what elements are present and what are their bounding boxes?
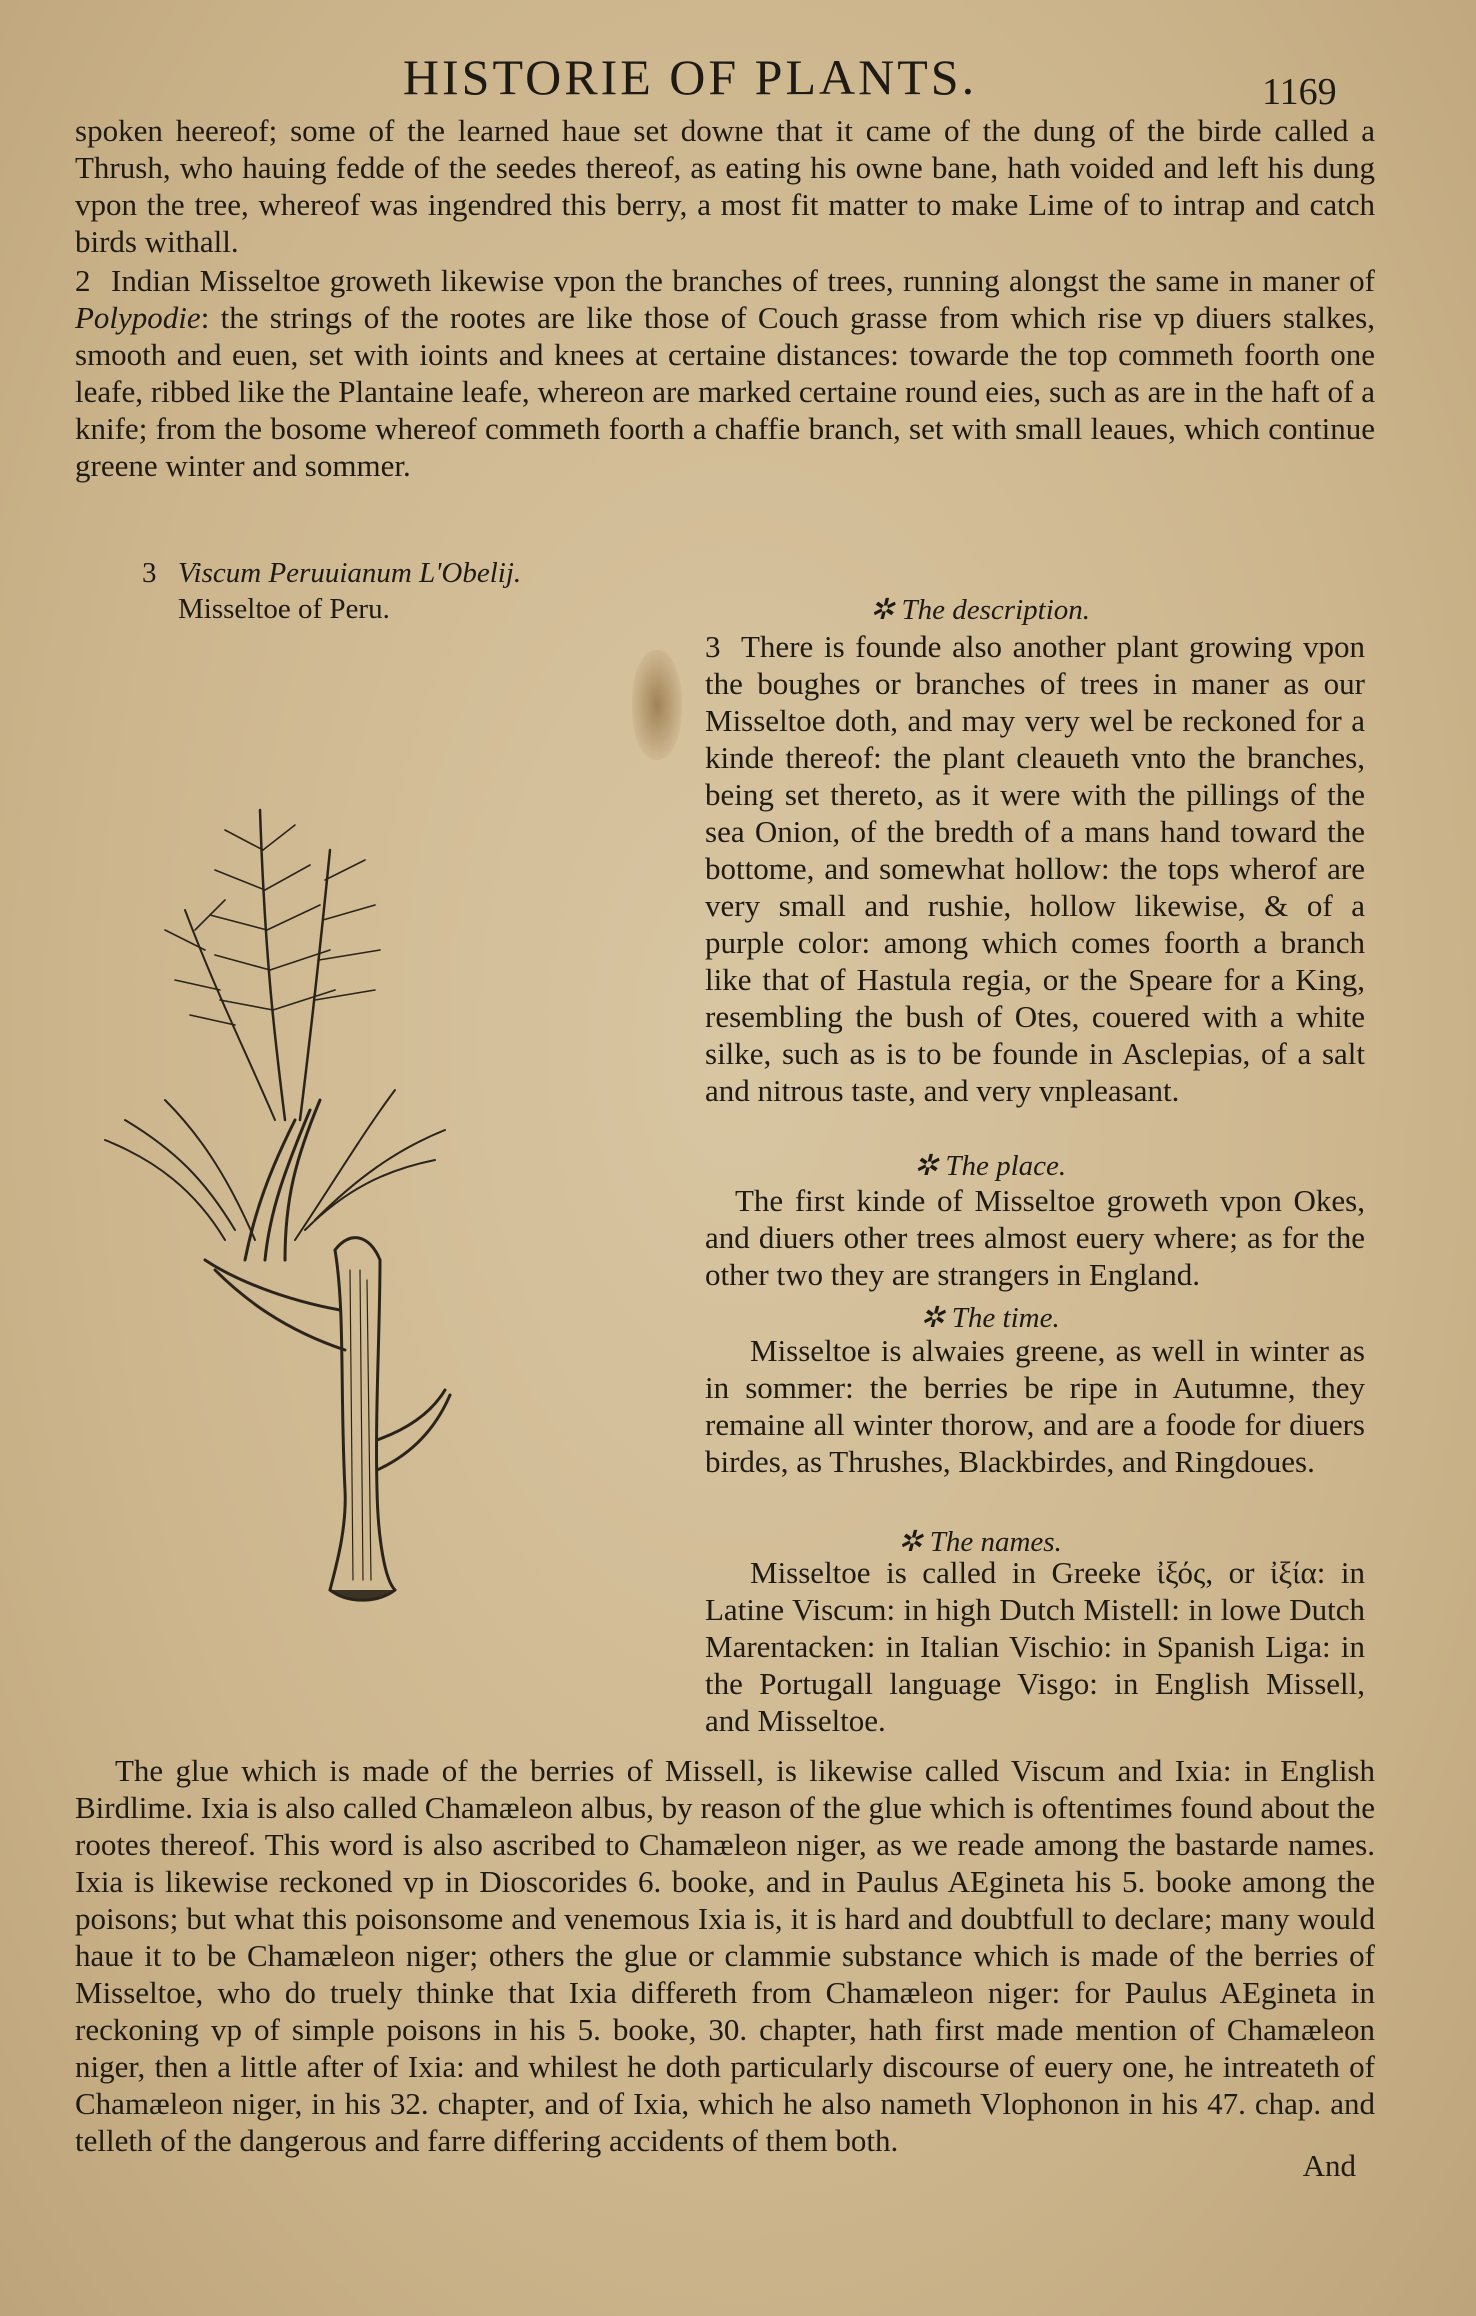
opening-paragraph bbox=[75, 112, 1375, 260]
closing-paragraph: The glue which is made of the berries of Missell, is likewise called Viscum and Ixia: in English Birdlime. Ixia is also called Chamæleon albus, by reason of the glue which is oftentimes found about the rootes thereof. This word is also ascribed to Chamæleon niger, as we reade among the bastarde names. Ixia is likewise reckoned vp in Dioscorides 6. booke, and in Paulus AEgineta his 5. booke among the poisons; but what this poisonsome and venemous Ixia is, it is hard and doubtfull to declare; many would haue it to be Chamæleon niger; others the glue or clammie substance which is made of the berries of Misseltoe, who do truely thinke that Ixia differeth from Chamæleon niger: for Paulus AEgineta in reckoning vp of simple poisons in his 5. booke, 30. chapter, hath first made mention of Chamæleon niger, then a little after of Ixia: and whilest he doth particularly discourse of euery one, he intreateth of Chamæleon niger, in his 32. chapter, and of Ixia, which he also nameth Vlophonon in his 47. chap. and telleth of the dangerous and farre differing accidents of them both. bbox=[75, 1753, 1375, 2158]
paragraph-text-cont: : the strings of the rootes are like those of Couch grasse from which rise vp diuers stalkes, smooth and euen, set with ioints and knees at certaine distances: towarde the top commeth foorth one leafe, ribbed like the Plantaine leafe, whereon are marked certaine round eies, such as are in the haft of a knife; from the bosome whereof commeth foorth a chaffie branch, set with small leaues, which continue greene winter and sommer. bbox=[75, 300, 1375, 483]
figure-number: 3 bbox=[142, 557, 157, 589]
heading-names: ✲ The names. bbox=[898, 1526, 1062, 1558]
opening-paragraph-text: spoken heereof; some of the learned haue set downe that it came of the dung of the birde called a Thrush, who hauing fedde of the seedes thereof, as eating his owne bane, hath voided and left his dung vpon the tree, whereof was ingendred this berry, a most fit matter to make Lime of to intrap and catch birds withall. bbox=[75, 113, 1375, 259]
description-body: There is founde also another plant growing vpon the boughes or branches of trees in maner as our Misseltoe doth, and may very wel be reckoned for a kinde thereof: the plant cleaueth vnto the branches, being set thereto, as it were with the pillings of the sea Onion, of the bredth of a mans hand toward the bottome, and somewhat hollow: the tops wherof are very small and rushie, hollow likewise, & of a purple color: among which comes foorth a branch like that of Hastula regia, or the Speare for a King, resembling the bush of Otes, couered with a white silke, such as is to be founde in Asclepias, of a salt and nitrous taste, and very vnpleasant. bbox=[705, 629, 1365, 1108]
latin-term: Polypodie bbox=[75, 300, 201, 335]
names-text: Misseltoe is called in Greeke ἰξός, or ἰξία: in Latine Viscum: in high Dutch Mistell: in lowe Dutch Marentacken: in Italian Vischio: in Spanish Liga: in the Portugall language Visgo: in English Missell, and Misseltoe. bbox=[705, 1555, 1365, 1738]
paragraph-number: 2 bbox=[75, 263, 91, 298]
place-text: The first kinde of Misseltoe groweth vpon Okes, and diuers other trees almost euery where; as for the other two they are strangers in England. bbox=[705, 1183, 1365, 1292]
paragraph-text: Indian Misseltoe groweth likewise vpon the branches of trees, running alongst the same in maner of bbox=[111, 263, 1375, 298]
description-number: 3 bbox=[705, 629, 721, 664]
heading-description: ✲ The description. bbox=[869, 594, 1091, 626]
running-header: HISTORIE OF PLANTS. bbox=[402, 49, 978, 105]
figure-caption bbox=[142, 555, 521, 627]
heading-time: ✲ The time. bbox=[920, 1302, 1060, 1334]
plant-woodcut-illustration bbox=[95, 790, 475, 1620]
paragraph-indian-misseltoe bbox=[75, 262, 1375, 484]
heading-place: ✲ The place. bbox=[913, 1150, 1067, 1182]
page-number: 1169 bbox=[1262, 71, 1337, 113]
page-stain bbox=[632, 650, 682, 760]
catchword: And bbox=[1302, 2148, 1356, 2183]
time-text: Misseltoe is alwaies greene, as well in winter as in sommer: the berries be ripe in Autumne, they remaine all winter thorow, and are a foode for diuers birdes, as Thrushes, Blackbirdes, and Ringdoues. bbox=[705, 1333, 1365, 1479]
figure-latin-name: Viscum Peruuianum L'Obelij. bbox=[178, 557, 522, 589]
figure-english-name: Misseltoe of Peru. bbox=[178, 593, 390, 625]
description-text bbox=[705, 628, 1365, 1109]
